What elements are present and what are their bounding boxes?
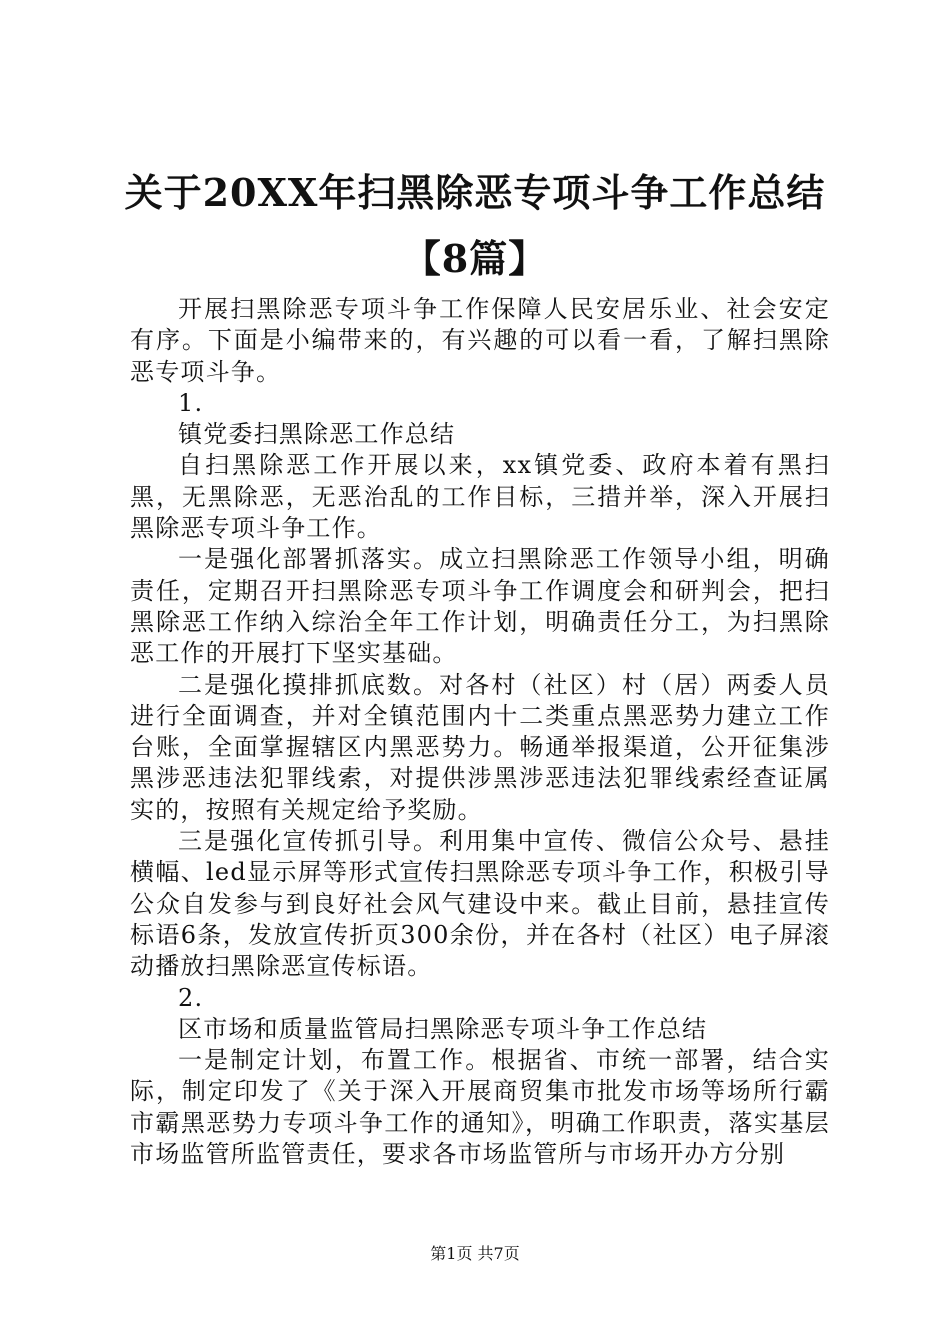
paragraph: 一是制定计划，布置工作。根据省、市统一部署，结合实际，制定印发了《关于深入开展商贸集市批发市场等场所行霸市霸黑恶势力专项斗争工作的通知》，明确工作职责，落实基层市场监管所监管责任，要求各市场监管所与市场开办方分别 — [130, 1046, 830, 1169]
document-body — [130, 294, 830, 1170]
paragraph: 一是强化部署抓落实。成立扫黑除恶工作领导小组，明确责任，定期召开扫黑除恶专项斗争工作调度会和研判会，把扫黑除恶工作纳入综治全年工作计划，明确责任分工，为扫黑除恶工作的开展打下坚实基础。 — [130, 545, 830, 668]
paragraph-intro: 开展扫黑除恶专项斗争工作保障人民安居乐业、社会安定有序。下面是小编带来的，有兴趣的可以看一看，了解扫黑除恶专项斗争。 — [130, 295, 830, 386]
section-number-2: 2. — [178, 983, 204, 1012]
paragraph: 二是强化摸排抓底数。对各村（社区）村（居）两委人员进行全面调查，并对全镇范围内十二类重点黑恶势力建立工作台账，全面掌握辖区内黑恶势力。畅通举报渠道，公开征集涉黑涉恶违法犯罪线索，对提供涉黑涉恶违法犯罪线索经查证属实的，按照有关规定给予奖励。 — [130, 670, 830, 824]
page-footer: 第1页 共7页 — [430, 1244, 520, 1263]
document-title: 关于20XX年扫黑除恶专项斗争工作总结【8篇】 — [124, 170, 826, 281]
paragraph: 自扫黑除恶工作开展以来，xx镇党委、政府本着有黑扫黑，无黑除恶，无恶治乱的工作目标，三措并举，深入开展扫黑除恶专项斗争工作。 — [130, 451, 830, 543]
section-heading-1: 镇党委扫黑除恶工作总结 — [178, 420, 456, 449]
section-heading-2: 区市场和质量监管局扫黑除恶专项斗争工作总结 — [178, 1014, 708, 1043]
section-number-1: 1. — [178, 388, 204, 417]
paragraph: 三是强化宣传抓引导。利用集中宣传、微信公众号、悬挂横幅、led显示屏等形式宣传扫黑除恶专项斗争工作，积极引导公众自发参与到良好社会风气建设中来。截止目前，悬挂宣传标语6条，发放宣传折页300余份，并在各村（社区）电子屏滚动播放扫黑除恶宣传标语。 — [130, 827, 830, 981]
